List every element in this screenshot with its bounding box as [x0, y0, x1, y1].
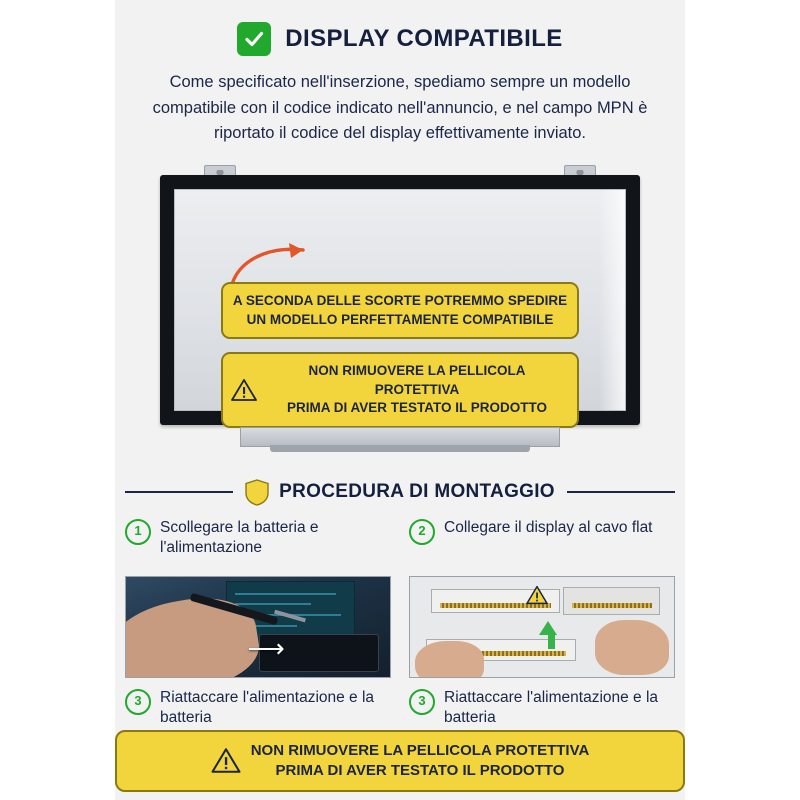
- warning-triangle-icon: [231, 378, 257, 402]
- notice-line-1: NON RIMUOVERE LA PELLICOLA PROTETTIVA: [308, 362, 526, 397]
- procedure-header: [125, 479, 675, 506]
- footer-warning-banner: [115, 730, 685, 793]
- notice-line-2: UN MODELLO PERFETTAMENTE COMPATIBILE: [246, 311, 554, 327]
- step-number: 1: [125, 519, 151, 545]
- header: [115, 22, 685, 56]
- notice-line-2: PRIMA DI AVER TESTATO IL PRODOTTO: [286, 400, 547, 416]
- intro-text: Come specificato nell'inserzione, spediamo sempre un modello compatibile con il codice indicato nell'annuncio, e nel campo MPN è riportato il codice del display effettivamente inviato.: [152, 73, 648, 143]
- arrow-up-stem: [548, 633, 555, 649]
- step-item: [409, 688, 675, 730]
- step-text: Collegare il display al cavo flat: [444, 518, 653, 536]
- procedure-photos: [125, 572, 675, 678]
- check-badge-icon: [237, 22, 271, 56]
- right-margin: [685, 0, 800, 800]
- display-connector-photo: [409, 576, 675, 678]
- notice-compatible-model: [221, 282, 579, 340]
- divider-left: [125, 491, 233, 493]
- panel-screen: [174, 189, 626, 416]
- step-number: 3: [409, 689, 435, 715]
- display-panel-illustration: [140, 165, 660, 465]
- warning-triangle-icon: [526, 585, 548, 605]
- panel-bottom-edge: [240, 427, 560, 447]
- poster-content: [115, 0, 685, 800]
- procedure-steps-row-1: [125, 518, 675, 560]
- step-item: [125, 518, 391, 560]
- fingers-graphic: [595, 620, 669, 675]
- fingers-graphic: [415, 641, 484, 678]
- shield-icon: [245, 479, 269, 506]
- notice-protective-film: [221, 352, 579, 429]
- step-number: 3: [125, 689, 151, 715]
- laptop-internals-photo: [125, 576, 391, 678]
- arrow-right-icon: ⟶: [247, 632, 285, 663]
- panel-bottom-lip: [270, 445, 530, 452]
- step-text: Scollegare la batteria e l'alimentazione: [160, 518, 319, 556]
- divider-right: [567, 491, 675, 493]
- connector-housing-right: [563, 587, 660, 615]
- warning-triangle-icon: [211, 747, 241, 774]
- step-number: 2: [409, 519, 435, 545]
- page-title: DISPLAY COMPATIBILE: [285, 25, 563, 52]
- notice-line-1: A SECONDA DELLE SCORTE POTREMMO SPEDIRE: [232, 292, 568, 308]
- step-text: Riattaccare l'alimentazione e la batteria: [444, 688, 659, 726]
- left-margin: [0, 0, 115, 800]
- procedure-steps-row-2: [125, 688, 675, 730]
- footer-line-1: NON RIMUOVERE LA PELLICOLA PROTETTIVA: [250, 741, 590, 759]
- tab-hole-icon: [217, 170, 224, 175]
- footer-line-2: PRIMA DI AVER TESTATO IL PRODOTTO: [275, 761, 565, 779]
- procedure-title: PROCEDURA DI MONTAGGIO: [279, 481, 555, 503]
- panel-bezel: [160, 175, 640, 425]
- step-item: [409, 518, 675, 560]
- step-item: [125, 688, 391, 730]
- tab-hole-icon: [577, 170, 584, 175]
- step-text: Riattaccare l'alimentazione e la batteria: [160, 688, 375, 726]
